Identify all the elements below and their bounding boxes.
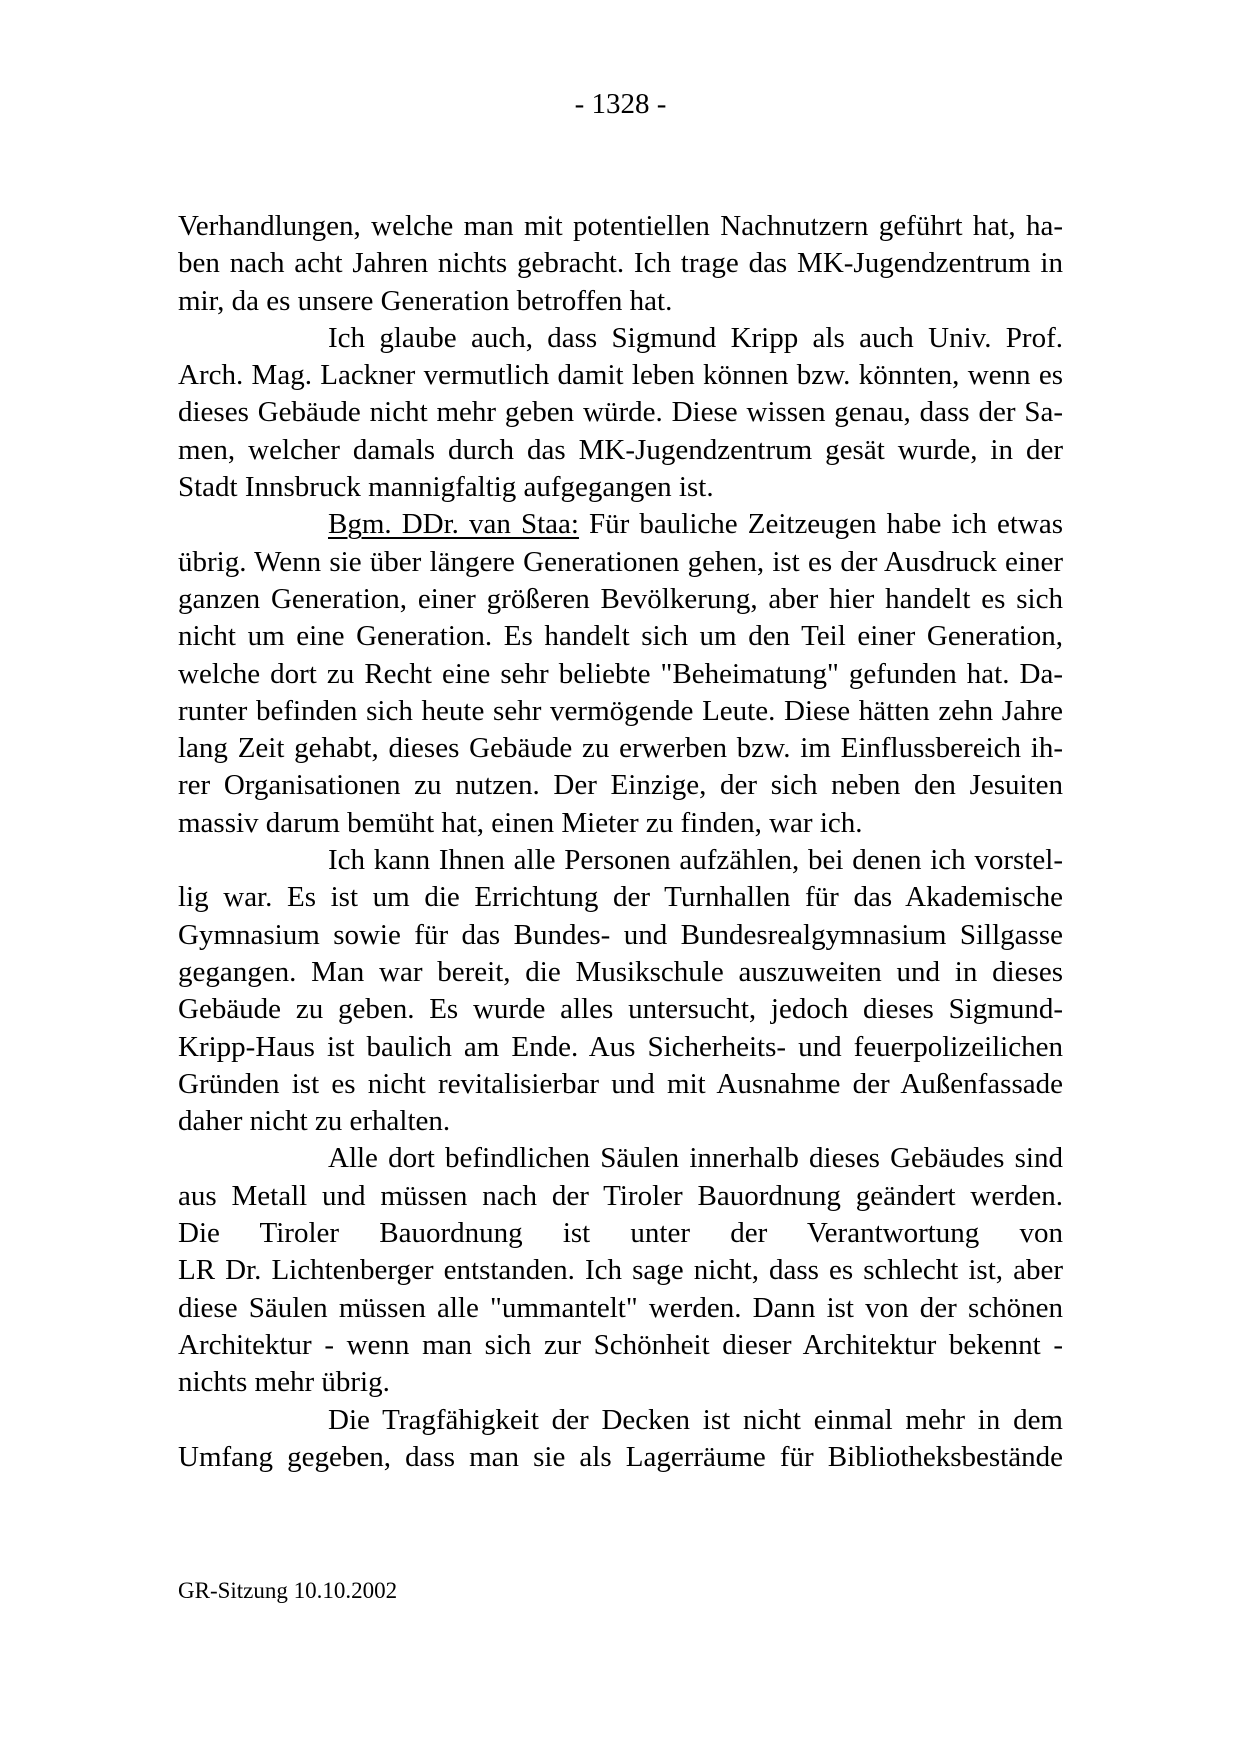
text-line (178, 991, 1063, 1028)
text-line (178, 1215, 1063, 1252)
text-line (178, 394, 1063, 431)
text-line (178, 320, 1063, 357)
text-line (178, 879, 1063, 916)
text-line (178, 1402, 1063, 1439)
page-number: - 1328 - (574, 88, 667, 120)
text-segment: aus Metall und müssen nach der Tiroler Bauordnung geändert werden. (178, 1179, 1063, 1212)
text-segment: nichts mehr übrig. (178, 1366, 390, 1399)
text-segment: Gymnasium sowie für das Bundes- und Bundesrealgymnasium Sillgasse (178, 918, 1063, 951)
text-segment: nicht um eine Generation. Es handelt sich um den Teil einer Generation, (178, 620, 1063, 653)
text-segment: Alle dort befindlichen Säulen innerhalb dieses Gebäudes sind (328, 1142, 1063, 1175)
text-line (178, 1103, 1063, 1140)
text-line (178, 469, 1063, 506)
text-segment: LR Dr. Lichtenberger entstanden. Ich sage nicht, dass es schlecht ist, aber (178, 1254, 1063, 1287)
text-line (178, 842, 1063, 879)
text-segment: Für bauliche Zeitzeugen habe ich etwas (578, 508, 1063, 541)
text-line (178, 767, 1063, 804)
text-segment: runter befinden sich heute sehr vermögende Leute. Diese hätten zehn Jahre (178, 694, 1063, 727)
text-segment: Gründen ist es nicht revitalisierbar und mit Ausnahme der Außenfassade (178, 1067, 1063, 1100)
text-line (178, 1439, 1063, 1476)
text-line (178, 730, 1063, 767)
paragraph (178, 320, 1063, 506)
paragraph (178, 1140, 1063, 1401)
text-line (178, 1140, 1063, 1177)
text-segment: Gebäude zu geben. Es wurde alles untersucht, jedoch dieses Sigmund- (178, 993, 1063, 1026)
text-line (178, 208, 1063, 245)
text-line (178, 1364, 1063, 1401)
text-segment: welche dort zu Recht eine sehr beliebte "Beheimatung" gefunden hat. Da- (178, 657, 1063, 690)
text-segment: Die Tiroler Bauordnung ist unter der Verantwortung von (178, 1217, 1063, 1250)
document-body (178, 208, 1063, 1476)
text-line (178, 357, 1063, 394)
text-line (178, 805, 1063, 842)
text-line (178, 1178, 1063, 1215)
text-segment: übrig. Wenn sie über längere Generationen gehen, ist es der Ausdruck einer (178, 545, 1063, 578)
text-line (178, 693, 1063, 730)
text-segment: massiv darum bemüht hat, einen Mieter zu finden, war ich. (178, 806, 863, 839)
paragraph (178, 842, 1063, 1140)
paragraph (178, 506, 1063, 842)
text-segment: lang Zeit gehabt, dieses Gebäude zu erwerben bzw. im Einflussbereich ih- (178, 732, 1063, 765)
text-segment: mir, da es unsere Generation betroffen hat. (178, 284, 673, 317)
text-segment: Ich glaube auch, dass Sigmund Kripp als auch Univ. Prof. (328, 321, 1063, 354)
paragraph (178, 208, 1063, 320)
footer-text: GR-Sitzung 10.10.2002 (178, 1578, 398, 1603)
text-segment: Ich kann Ihnen alle Personen aufzählen, bei denen ich vorstel- (328, 844, 1063, 877)
text-segment: ganzen Generation, einer größeren Bevölkerung, aber hier handelt es sich (178, 582, 1063, 615)
text-segment: dieses Gebäude nicht mehr geben würde. Diese wissen genau, dass der Sa- (178, 396, 1063, 429)
text-line (178, 581, 1063, 618)
text-line (178, 917, 1063, 954)
text-line (178, 954, 1063, 991)
text-segment: Umfang gegeben, dass man sie als Lagerräume für Bibliotheksbestände (178, 1440, 1063, 1473)
text-line (178, 656, 1063, 693)
text-segment: gegangen. Man war bereit, die Musikschule auszuweiten und in dieses (178, 955, 1063, 988)
text-line (178, 283, 1063, 320)
text-segment: Arch. Mag. Lackner vermutlich damit leben können bzw. könnten, wenn es (178, 359, 1063, 392)
text-segment: Kripp-Haus ist baulich am Ende. Aus Sicherheits- und feuerpolizeilichen (178, 1030, 1063, 1063)
speaker-name: Bgm. DDr. van Staa: (328, 508, 579, 541)
text-line (178, 1029, 1063, 1066)
text-line (178, 1327, 1063, 1364)
text-segment: lig war. Es ist um die Errichtung der Turnhallen für das Akademische (178, 881, 1063, 914)
text-line (178, 506, 1063, 543)
text-segment: Die Tragfähigkeit der Decken ist nicht einmal mehr in dem (328, 1403, 1063, 1436)
text-line (178, 1252, 1063, 1289)
text-line (178, 1290, 1063, 1327)
text-segment: daher nicht zu erhalten. (178, 1105, 451, 1138)
text-line (178, 432, 1063, 469)
text-line (178, 544, 1063, 581)
text-line (178, 1066, 1063, 1103)
text-segment: Stadt Innsbruck mannigfaltig aufgegangen ist. (178, 471, 714, 504)
text-segment: diese Säulen müssen alle "ummantelt" werden. Dann ist von der schönen (178, 1291, 1063, 1324)
text-segment: men, welcher damals durch das MK-Jugendzentrum gesät wurde, in der (178, 433, 1063, 466)
text-segment: ben nach acht Jahren nichts gebracht. Ich trage das MK-Jugendzentrum in (178, 247, 1063, 280)
text-segment: rer Organisationen zu nutzen. Der Einzige, der sich neben den Jesuiten (178, 769, 1063, 802)
text-line (178, 618, 1063, 655)
paragraph (178, 1402, 1063, 1477)
text-line (178, 245, 1063, 282)
text-segment: Architektur - wenn man sich zur Schönheit dieser Architektur bekennt - (178, 1328, 1063, 1361)
text-segment: Verhandlungen, welche man mit potentiellen Nachnutzern geführt hat, ha- (178, 210, 1063, 242)
